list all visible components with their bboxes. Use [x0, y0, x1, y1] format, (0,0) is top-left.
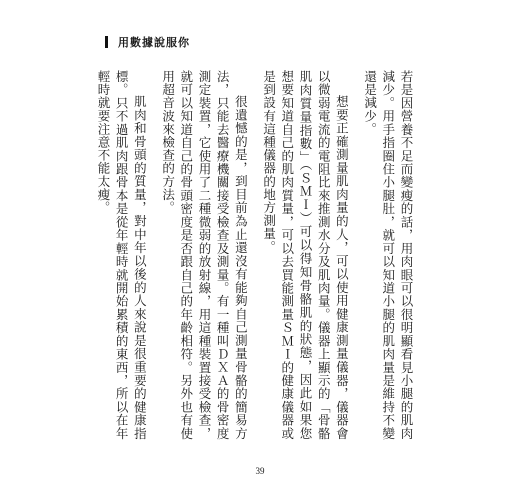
chapter-title: 用數據說服你: [118, 36, 190, 49]
running-header: [105, 34, 190, 50]
page-number: 39: [255, 466, 265, 476]
paragraph-1: 若是因營養不足而變瘦的話，用肉眼可以很明顯看見小腿的肌肉減少。用手指圈住小腿肚，就可以知道小腿的肌肉量是維持不變還是減少。: [362, 70, 414, 440]
paragraph-2: 想要正確測量肌肉量的人，可以使用健康測量儀器，儀器會以微弱電流的電阻比來推測水分及肌肉量。儀器上顯示的「骨骼肌肉質量指數」（ＳＭＩ）可以得知骨骼肌的狀態，因此如果您想要知道自己的肌肉質量，可以去買能測量ＳＭＩ的健康儀器或是到設有這種儀器的地方測量。: [261, 70, 350, 440]
header-bar-mark: [105, 36, 108, 48]
vertical-body-text: [94, 70, 415, 440]
paragraph-4: 肌肉和骨頭的質量，對中年以後的人來說是很重要的健康指標。只不過肌肉跟骨本是從年輕時就開始累積的東西，所以在年輕時就要注意不能太瘦。: [95, 70, 148, 440]
paragraph-3: 很遺憾的是，到目前為止還沒有能夠自己測量骨骼的簡易方法，只能去醫療機關接受檢查及測量。有一種叫ＤＸＡ的骨密度測定裝置，它使用了二種微弱的放射線，用這種裝置接受檢查，就可以知道自己的骨頭密度是否跟自己的年齡相符。另外也有使用超音波來檢查的方法。: [160, 70, 249, 440]
